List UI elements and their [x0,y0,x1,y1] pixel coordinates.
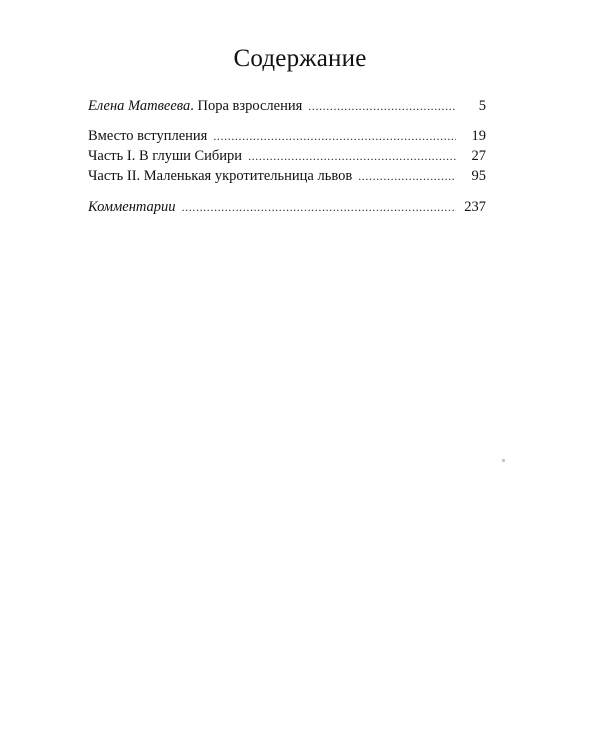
dot-leader [358,166,456,186]
page-title: Содержание [233,45,367,72]
toc-entry-title: Часть I. В глуши Сибири [88,148,243,164]
toc-entry-author: Елена Матвеева [88,98,191,114]
toc-page-number: 27 [471,148,486,164]
dot-leader [308,96,456,116]
toc-page-number: 5 [478,98,486,114]
dot-leader [248,146,456,166]
dot-leader [213,126,456,146]
toc-entry-title: . Пора взросления [190,98,303,114]
toc-page-number: 19 [471,128,486,144]
toc-entry-preface [88,96,486,116]
toc-entry-comments [88,197,486,217]
toc-entry-title: Часть II. Маленькая укротительница львов [88,168,353,184]
toc-entry-part-1 [88,146,486,166]
toc-entry-title: Комментарии [88,199,176,215]
toc-entry-title: Вместо вступления [88,128,208,144]
toc-entry-introduction [88,126,486,146]
toc-page-number: 95 [471,168,486,184]
toc-entry-label [88,96,302,116]
toc-entry-part-2 [88,166,486,186]
scan-speck [502,459,505,462]
dot-leader [182,197,456,217]
toc-page-number: 237 [464,199,486,215]
table-of-contents [88,96,486,217]
